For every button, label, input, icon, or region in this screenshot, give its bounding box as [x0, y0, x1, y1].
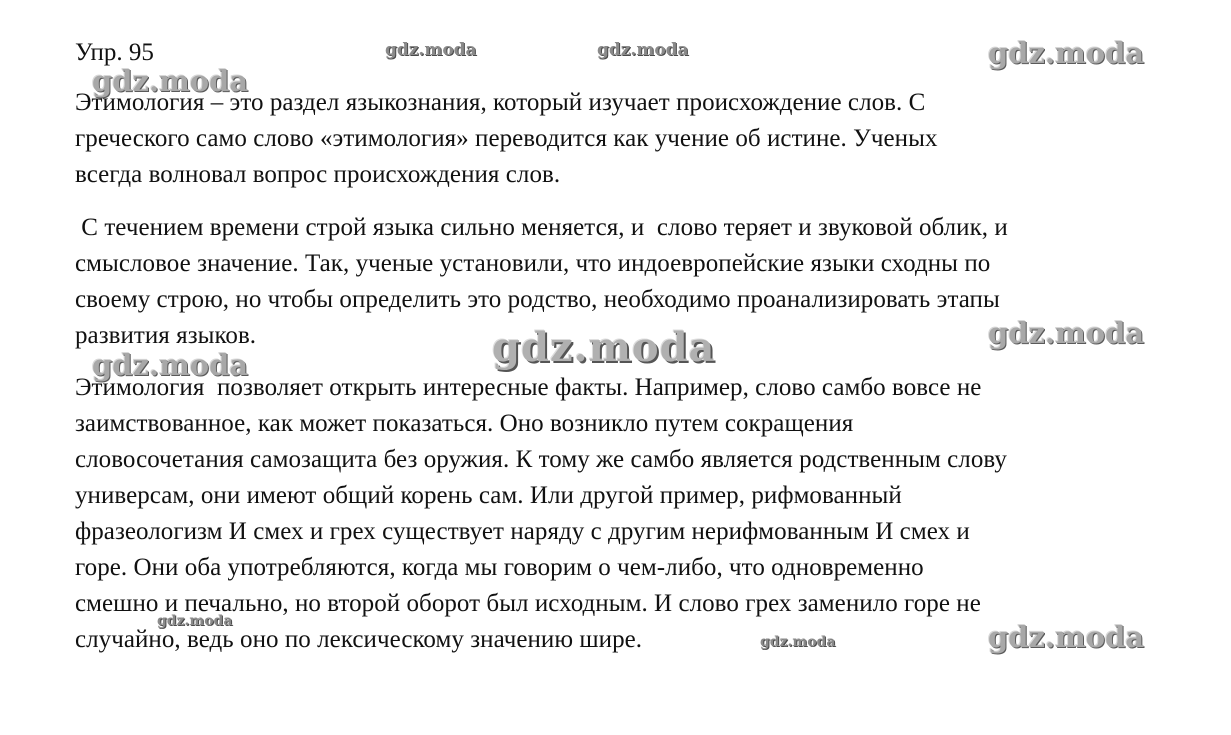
exercise-title: Упр. 95	[75, 39, 154, 66]
paragraph-1-line-1: Этимология – это раздел языкознания, который изучает происхождение слов. С	[75, 89, 926, 116]
paragraph-3-line-7: смешно и печально, но второй оборот был исходным. И слово грех заменило горе не	[75, 590, 981, 617]
watermark: gdz.moda	[988, 620, 1145, 654]
watermark: gdz.moda	[92, 64, 249, 98]
paragraph-3-line-5: фразеологизм И смех и грех существует наряду с другим нерифмованным И смех и	[75, 518, 970, 545]
paragraph-3-line-3: словосочетания самозащита без оружия. К тому же самбо является родственным слову	[75, 446, 1007, 473]
watermark: gdz.moda	[760, 634, 836, 650]
paragraph-2-line-4: развития языков.	[75, 322, 257, 349]
watermark: gdz.moda	[988, 36, 1145, 70]
paragraph-3-line-8: случайно, ведь оно по лексическому значению шире.	[75, 626, 643, 653]
watermark: gdz.moda	[492, 324, 716, 371]
paragraph-2-line-2: смысловое значение. Так, ученые установили, что индоевропейские языки сходны по	[75, 250, 991, 277]
paragraph-3-line-4: универсам, они имеют общий корень сам. Или другой пример, рифмованный	[75, 482, 902, 509]
paragraph-2-line-3: своему строю, но чтобы определить это родство, необходимо проанализировать этапы	[75, 286, 1000, 313]
watermark: gdz.moda	[385, 40, 477, 60]
paragraph-1-line-2: греческого само слово «этимология» переводится как учение об истине. Ученых	[75, 125, 938, 152]
watermark: gdz.moda	[157, 613, 233, 629]
paragraph-1-line-3: всегда волновал вопрос происхождения слов.	[75, 161, 561, 188]
paragraph-2-line-1: С течением времени строй языка сильно меняется, и слово теряет и звуковой облик, и	[75, 214, 1008, 241]
watermark: gdz.moda	[988, 316, 1145, 350]
watermark: gdz.moda	[92, 348, 249, 382]
paragraph-3-line-2: заимствованное, как может показаться. Оно возникло путем сокращения	[75, 410, 854, 437]
paragraph-3-line-1: Этимология позволяет открыть интересные факты. Например, слово самбо вовсе не	[75, 374, 982, 401]
paragraph-3-line-6: горе. Они оба употребляются, когда мы говорим о чем-либо, что одновременно	[75, 554, 924, 581]
watermark: gdz.moda	[597, 40, 689, 60]
